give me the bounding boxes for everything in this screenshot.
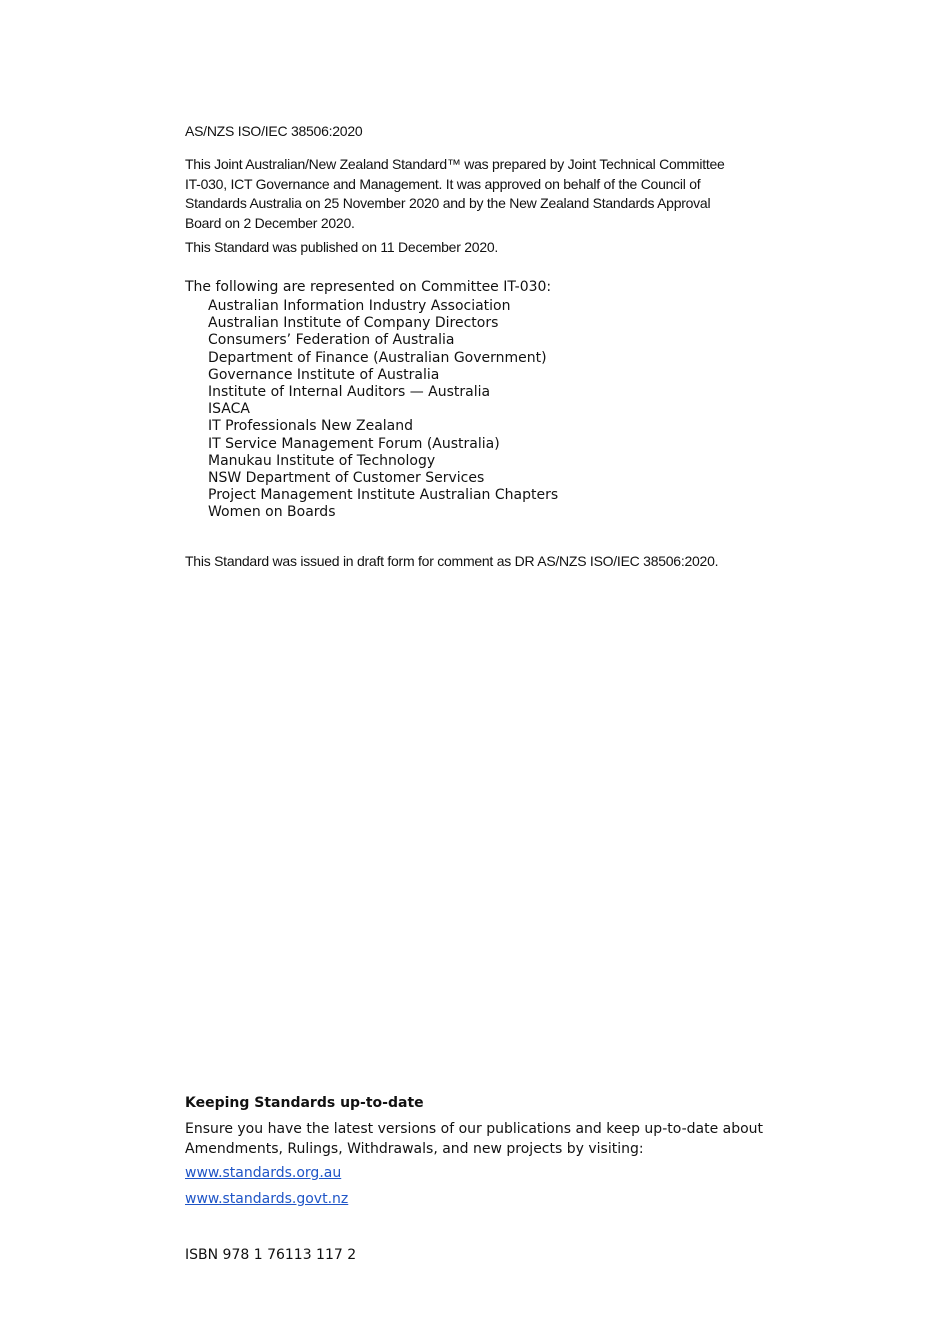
- draft-note: This Standard was issued in draft form for comment as DR AS/NZS ISO/IEC 38506:2020.: [185, 553, 719, 569]
- committee-member: IT Professionals New Zealand: [208, 418, 414, 435]
- committee-member: Australian Institute of Company Directors: [208, 315, 499, 332]
- preparation-paragraph: [185, 155, 765, 233]
- committee-member: Manukau Institute of Technology: [208, 452, 436, 469]
- standards-nz-link[interactable]: www.standards.govt.nz: [185, 1191, 349, 1207]
- preparation-line: Standards Australia on 25 November 2020 and by the New Zealand Standards Approval: [185, 195, 711, 211]
- committee-member: IT Service Management Forum (Australia): [208, 435, 500, 452]
- committee-member: Women on Boards: [208, 504, 336, 521]
- preparation-line: This Joint Australian/New Zealand Standard™ was prepared by Joint Technical Committee: [185, 156, 725, 172]
- committee-intro: The following are represented on Committee IT-030:: [185, 279, 552, 295]
- published-date-note: This Standard was published on 11 December 2020.: [185, 239, 499, 255]
- committee-member: Consumers’ Federation of Australia: [208, 332, 455, 349]
- keeping-up-to-date-line: Ensure you have the latest versions of our publications and keep up-to-date about: [185, 1121, 764, 1137]
- committee-member: Governance Institute of Australia: [208, 366, 440, 383]
- committee-member: Institute of Internal Auditors — Australia: [208, 384, 491, 401]
- standards-australia-link[interactable]: www.standards.org.au: [185, 1165, 342, 1181]
- committee-member: ISACA: [208, 401, 250, 418]
- keeping-up-to-date-line: Amendments, Rulings, Withdrawals, and new projects by visiting:: [185, 1141, 644, 1157]
- preparation-line: IT-030, ICT Governance and Management. It was approved on behalf of the Council of: [185, 175, 701, 192]
- isbn-number: ISBN 978 1 76113 117 2: [185, 1247, 357, 1263]
- keeping-up-to-date-body: [185, 1119, 785, 1159]
- standard-identifier: AS/NZS ISO/IEC 38506:2020: [185, 123, 363, 139]
- committee-member-list: [208, 298, 558, 522]
- committee-member: Department of Finance (Australian Government): [208, 349, 547, 366]
- preparation-line: Board on 2 December 2020.: [185, 214, 355, 231]
- keeping-up-to-date-heading: Keeping Standards up-to-date: [185, 1095, 424, 1111]
- committee-member: NSW Department of Customer Services: [208, 470, 485, 487]
- committee-member: Project Management Institute Australian Chapters: [208, 487, 559, 504]
- committee-member: Australian Information Industry Association: [208, 298, 511, 314]
